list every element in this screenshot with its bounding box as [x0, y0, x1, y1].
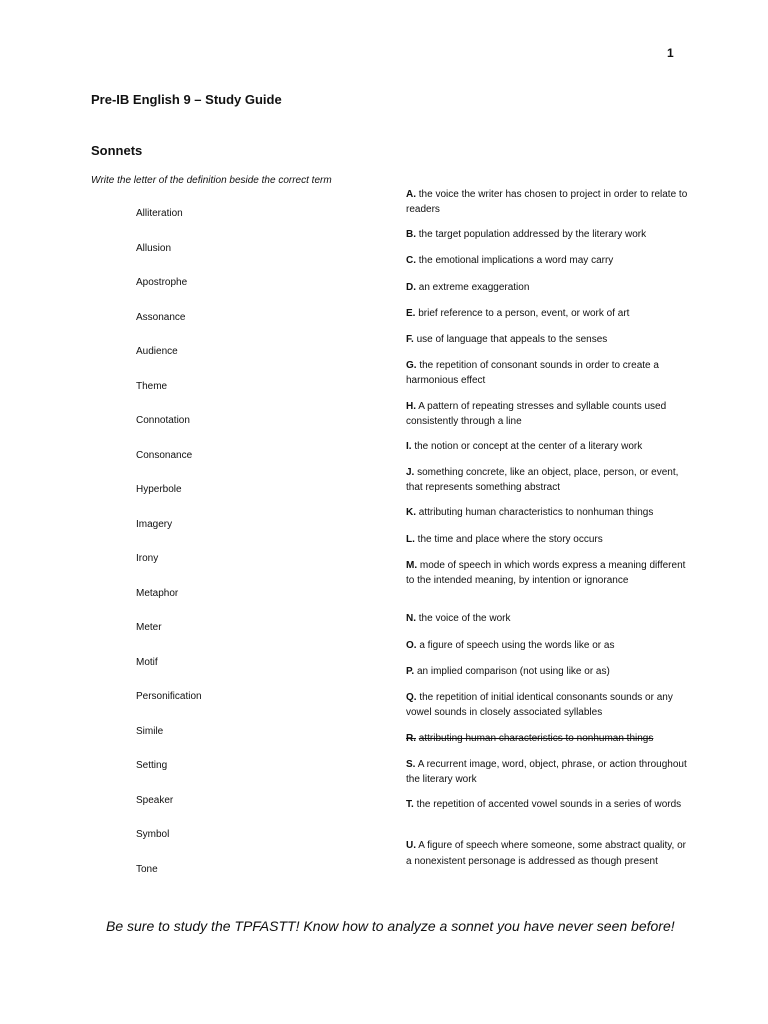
definition-letter: K.: [406, 507, 416, 518]
definition-item: [406, 254, 691, 269]
definition-text: mode of speech in which words express a meaning different to the intended meaning, by intention or ignorance: [406, 560, 686, 586]
definition-letter: C.: [406, 255, 416, 266]
definition-item: [406, 838, 691, 870]
definition-text: the repetition of initial identical consonants sounds or any vowel sounds in closely associated syllables: [406, 692, 673, 718]
term-item: Audience: [136, 346, 178, 357]
definition-item: [406, 440, 691, 455]
definition-item: [406, 400, 691, 429]
definition-text: A pattern of repeating stresses and syllable counts used consistently through a line: [406, 401, 667, 427]
definition-letter: G.: [406, 360, 417, 371]
term-item: Symbol: [136, 829, 170, 840]
definition-text: the voice of the work: [418, 613, 511, 624]
definition-letter: P.: [406, 666, 415, 677]
definition-letter: S.: [406, 759, 416, 770]
term-item: Connotation: [136, 415, 190, 426]
term-item: Personification: [136, 691, 202, 702]
definition-text: the repetition of consonant sounds in order to create a harmonious effect: [406, 360, 659, 386]
document-title: Pre-IB English 9 – Study Guide: [91, 92, 282, 107]
definition-letter: E.: [406, 308, 416, 319]
term-item: Theme: [136, 380, 168, 392]
definition-text: the time and place where the story occurs: [417, 534, 603, 545]
definition-item: [406, 333, 691, 348]
definition-letter: N.: [406, 613, 416, 624]
term-item: Allusion: [136, 242, 172, 254]
terms-list: [136, 207, 202, 897]
definition-item: [406, 533, 691, 548]
definition-letter: U.: [406, 840, 416, 851]
definition-item: [406, 228, 691, 243]
term-item: Meter: [136, 622, 162, 633]
definition-item: [406, 798, 691, 813]
definition-letter: J.: [406, 467, 415, 478]
definition-item: [406, 307, 691, 322]
definition-letter: M.: [406, 560, 418, 571]
definition-letter: F.: [406, 334, 414, 345]
term-item: Speaker: [136, 794, 174, 806]
term-item: Irony: [136, 553, 159, 564]
definition-text: attributing human characteristics to nonhuman things: [418, 507, 654, 518]
definition-letter: R.: [406, 733, 416, 744]
term-item: Setting: [136, 760, 168, 771]
term-item: Hyperbole: [136, 484, 182, 495]
definition-text: an extreme exaggeration: [418, 282, 530, 293]
definition-item-struck: [406, 732, 691, 747]
definition-letter: O.: [406, 640, 417, 651]
definition-item: [406, 466, 691, 495]
term-item: Alliteration: [136, 208, 183, 219]
definition-text: the notion or concept at the center of a literary work: [414, 441, 643, 452]
term-item: Consonance: [136, 449, 193, 461]
definition-letter: A.: [406, 189, 416, 200]
definition-text: use of language that appeals to the senses: [416, 334, 608, 345]
definition-text: a figure of speech using the words like or as: [419, 640, 615, 651]
definition-text: A figure of speech where someone, some abstract quality, or a nonexistent personage is addressed as though present: [406, 840, 686, 867]
definition-item: [406, 359, 691, 388]
definition-item: [406, 612, 691, 627]
definition-text: an implied comparison (not using like or as): [416, 666, 610, 677]
term-item: Apostrophe: [136, 277, 188, 288]
term-item: Assonance: [136, 311, 186, 323]
definition-text: the target population addressed by the literary work: [418, 229, 647, 240]
term-item: Imagery: [136, 518, 173, 530]
definition-letter: L.: [406, 534, 415, 545]
definition-item: [406, 188, 691, 217]
definition-item: [406, 281, 691, 296]
term-item: Tone: [136, 863, 158, 875]
definition-letter: B.: [406, 229, 416, 240]
definition-text: the emotional implications a word may carry: [418, 255, 614, 266]
definition-letter: D.: [406, 282, 416, 293]
footer-note: Be sure to study the TPFASTT! Know how to analyze a sonnet you have never seen before!: [106, 918, 675, 934]
definition-letter: I.: [406, 441, 412, 452]
definition-item: [406, 559, 691, 588]
definition-item: [406, 506, 691, 521]
definition-text: A recurrent image, word, object, phrase, or action throughout the literary work: [406, 759, 687, 785]
term-item: Metaphor: [136, 587, 179, 599]
term-item: Simile: [136, 725, 164, 737]
definition-item: [406, 639, 691, 654]
definition-text: the voice the writer has chosen to project in order to relate to readers: [406, 189, 688, 215]
instructions: Write the letter of the definition beside the correct term: [91, 175, 332, 186]
definition-text: brief reference to a person, event, or work of art: [418, 308, 630, 319]
page-number: 1: [667, 46, 674, 60]
definition-letter: Q.: [406, 692, 417, 703]
definition-item: [406, 665, 691, 680]
term-item: Motif: [136, 656, 158, 668]
definition-letter: H.: [406, 401, 416, 412]
definition-item: [406, 691, 691, 720]
definition-text: the repetition of accented vowel sounds in a series of words: [416, 799, 682, 810]
section-title: Sonnets: [91, 143, 143, 158]
definition-text: attributing human characteristics to nonhuman things: [418, 733, 654, 744]
definition-text: something concrete, like an object, place, person, or event, that represents something abstract: [406, 467, 679, 493]
definition-letter: T.: [406, 799, 414, 810]
definition-item: [406, 758, 691, 787]
